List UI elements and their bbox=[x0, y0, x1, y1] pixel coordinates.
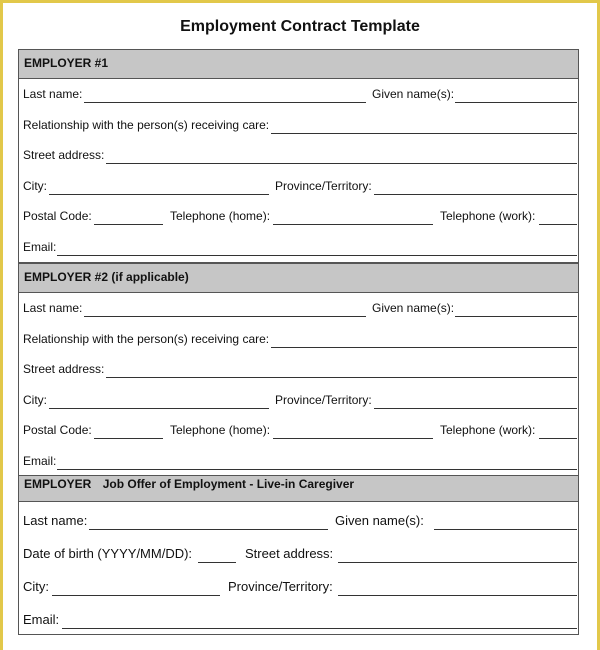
caregiver-dob-row bbox=[19, 535, 578, 568]
street-address-label: Street address: bbox=[245, 546, 334, 561]
given-names-field[interactable] bbox=[455, 102, 577, 103]
last-name-field[interactable] bbox=[84, 316, 366, 317]
employer-1-street-row bbox=[19, 140, 578, 171]
city-label: City: bbox=[23, 579, 49, 594]
employer-2-name-row bbox=[19, 293, 578, 324]
city-field[interactable] bbox=[52, 595, 220, 596]
last-name-label: Last name: bbox=[23, 513, 88, 528]
telephone-home-label: Telephone (home): bbox=[170, 423, 271, 437]
relationship-field[interactable] bbox=[271, 133, 577, 134]
street-address-field[interactable] bbox=[106, 163, 577, 164]
telephone-work-field[interactable] bbox=[539, 438, 577, 439]
employer-1-city-row bbox=[19, 171, 578, 202]
employer-2-email-row bbox=[19, 446, 578, 477]
employer-2-city-row bbox=[19, 385, 578, 416]
email-label: Email: bbox=[23, 239, 57, 254]
relationship-field[interactable] bbox=[271, 347, 577, 348]
employer-1-phone-row bbox=[19, 201, 578, 232]
caregiver-header-left: EMPLOYER bbox=[24, 477, 92, 491]
province-label: Province/Territory: bbox=[275, 178, 372, 193]
city-label: City: bbox=[23, 392, 47, 407]
employer-2-street-row bbox=[19, 354, 578, 385]
employer-2-relationship-row bbox=[19, 324, 578, 355]
date-of-birth-field[interactable] bbox=[198, 562, 236, 563]
telephone-home-label: Telephone (home): bbox=[170, 209, 271, 223]
postal-code-field[interactable] bbox=[94, 224, 163, 225]
caregiver-email-row bbox=[19, 601, 578, 634]
given-names-label: Given name(s): bbox=[335, 513, 424, 528]
postal-code-label: Postal Code: bbox=[23, 209, 92, 223]
last-name-label: Last name: bbox=[23, 301, 83, 315]
given-names-label: Given name(s): bbox=[372, 87, 455, 101]
province-field[interactable] bbox=[374, 194, 577, 195]
city-field[interactable] bbox=[49, 194, 269, 195]
given-names-field[interactable] bbox=[455, 316, 577, 317]
page-title: Employment Contract Template bbox=[180, 18, 420, 35]
street-address-label: Street address: bbox=[23, 362, 105, 376]
caregiver-header bbox=[19, 476, 578, 502]
employer-2-section bbox=[18, 263, 579, 477]
province-field[interactable] bbox=[374, 408, 577, 409]
caregiver-city-row bbox=[19, 568, 578, 601]
last-name-label: Last name: bbox=[23, 87, 83, 101]
email-field[interactable] bbox=[62, 628, 577, 629]
street-address-label: Street address: bbox=[23, 148, 105, 162]
date-of-birth-label: Date of birth (YYYY/MM/DD): bbox=[23, 546, 193, 561]
postal-code-label: Postal Code: bbox=[23, 423, 92, 437]
postal-code-field[interactable] bbox=[94, 438, 163, 439]
last-name-field[interactable] bbox=[84, 102, 366, 103]
given-names-field[interactable] bbox=[434, 529, 577, 530]
employer-1-name-row bbox=[19, 79, 578, 110]
telephone-work-label: Telephone (work): bbox=[440, 423, 536, 437]
telephone-work-field[interactable] bbox=[539, 224, 577, 225]
employer-1-relationship-row bbox=[19, 110, 578, 141]
employer-2-phone-row bbox=[19, 415, 578, 446]
caregiver-section bbox=[18, 475, 579, 635]
employer-2-header: EMPLOYER #2 (if applicable) bbox=[19, 264, 578, 293]
telephone-work-label: Telephone (work): bbox=[440, 209, 536, 223]
province-field[interactable] bbox=[338, 595, 577, 596]
street-address-field[interactable] bbox=[106, 377, 577, 378]
caregiver-name-row bbox=[19, 502, 578, 535]
telephone-home-field[interactable] bbox=[273, 224, 433, 225]
employer-1-section bbox=[18, 49, 579, 263]
street-address-field[interactable] bbox=[338, 562, 577, 563]
telephone-home-field[interactable] bbox=[273, 438, 433, 439]
last-name-field[interactable] bbox=[89, 529, 328, 530]
relationship-label: Relationship with the person(s) receiving care: bbox=[23, 331, 270, 346]
city-label: City: bbox=[23, 178, 47, 193]
employer-1-header: EMPLOYER #1 bbox=[19, 50, 578, 79]
email-label: Email: bbox=[23, 453, 57, 468]
province-label: Province/Territory: bbox=[228, 579, 333, 594]
given-names-label: Given name(s): bbox=[372, 301, 455, 315]
employer-1-email-row bbox=[19, 232, 578, 263]
caregiver-header-right: Job Offer of Employment - Live-in Caregiver bbox=[102, 477, 355, 491]
email-label: Email: bbox=[23, 612, 60, 627]
relationship-label: Relationship with the person(s) receiving care: bbox=[23, 117, 270, 132]
city-field[interactable] bbox=[49, 408, 269, 409]
email-field[interactable] bbox=[57, 469, 577, 470]
email-field[interactable] bbox=[57, 255, 577, 256]
province-label: Province/Territory: bbox=[275, 392, 372, 407]
